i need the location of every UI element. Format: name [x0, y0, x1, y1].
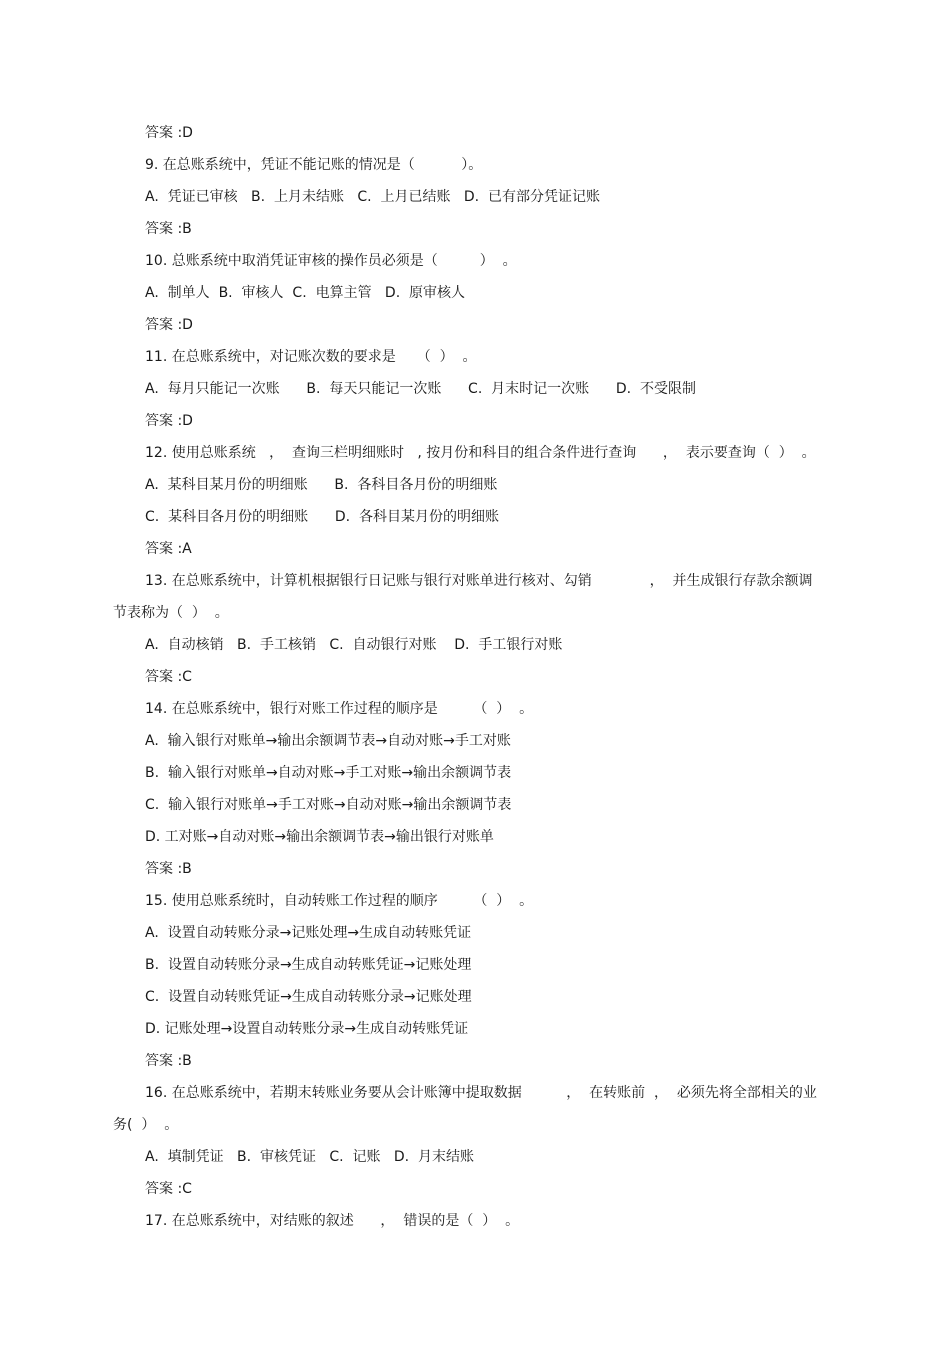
option-14-d: D. 工对账→自动对账→输出余额调节表→输出银行对账单 [145, 829, 494, 845]
option-15-d: D. 记账处理→设置自动转账分录→生成自动转账凭证 [145, 1021, 469, 1037]
answer-13: 答案 :C [145, 669, 192, 685]
answer-11: 答案 :D [145, 413, 193, 429]
question-9: 9. 在总账系统中，凭证不能记账的情况是（ ）。 [145, 157, 483, 173]
options-9: A. 凭证已审核 B. 上月未结账 C. 上月已结账 D. 已有部分凭证记账 [145, 189, 600, 205]
answer-16: 答案 :C [145, 1181, 192, 1197]
answer-14: 答案 :B [145, 861, 192, 877]
question-13: 13. 在总账系统中，计算机根据银行日记账与银行对账单进行核对、勾销 ， 并生成银行存款余额调 [145, 573, 813, 589]
question-10: 10. 总账系统中取消凭证审核的操作员必须是（ ） 。 [145, 253, 517, 269]
answer-15: 答案 :B [145, 1053, 192, 1069]
answer-12: 答案 :A [145, 541, 192, 557]
options-13: A. 自动核销 B. 手工核销 C. 自动银行对账 D. 手工银行对账 [145, 637, 563, 653]
option-15-b: B. 设置自动转账分录→生成自动转账凭证→记账处理 [145, 957, 472, 973]
options-16: A. 填制凭证 B. 审核凭证 C. 记账 D. 月末结账 [145, 1149, 474, 1165]
question-11: 11. 在总账系统中，对记账次数的要求是 （ ） 。 [145, 349, 477, 365]
answer-10: 答案 :D [145, 317, 193, 333]
answer-9: 答案 :B [145, 221, 192, 237]
question-15: 15. 使用总账系统时，自动转账工作过程的顺序 （ ） 。 [145, 893, 534, 909]
option-14-b: B. 输入银行对账单→自动对账→手工对账→输出余额调节表 [145, 765, 512, 781]
option-14-c: C. 输入银行对账单→手工对账→自动对账→输出余额调节表 [145, 797, 512, 813]
answer-line: 答案 :D [145, 125, 193, 141]
option-14-a: A. 输入银行对账单→输出余额调节表→自动对账→手工对账 [145, 733, 511, 749]
question-13-cont: 节表称为（ ） 。 [113, 605, 229, 621]
options-12-cd: C. 某科目各月份的明细账 D. 各科目某月份的明细账 [145, 509, 499, 525]
question-16: 16. 在总账系统中，若期末转账业务要从会计账簿中提取数据 ， 在转账前 ， 必须先将全部相关的业 [145, 1085, 817, 1101]
question-16-cont: 务( ） 。 [113, 1117, 179, 1133]
option-15-a: A. 设置自动转账分录→记账处理→生成自动转账凭证 [145, 925, 472, 941]
options-12-ab: A. 某科目某月份的明细账 B. 各科目各月份的明细账 [145, 477, 498, 493]
options-11: A. 每月只能记一次账 B. 每天只能记一次账 C. 月末时记一次账 D. 不受限制 [145, 381, 696, 397]
option-15-c: C. 设置自动转账凭证→生成自动转账分录→记账处理 [145, 989, 472, 1005]
question-17: 17. 在总账系统中，对结账的叙述 ， 错误的是（ ） 。 [145, 1213, 520, 1229]
question-12: 12. 使用总账系统 ， 查询三栏明细账时 , 按月份和科目的组合条件进行查询 ， 表示要查询（ ） 。 [145, 445, 816, 461]
question-14: 14. 在总账系统中，银行对账工作过程的顺序是 （ ） 。 [145, 701, 534, 717]
options-10: A. 制单人 B. 审核人 C. 电算主管 D. 原审核人 [145, 285, 466, 301]
